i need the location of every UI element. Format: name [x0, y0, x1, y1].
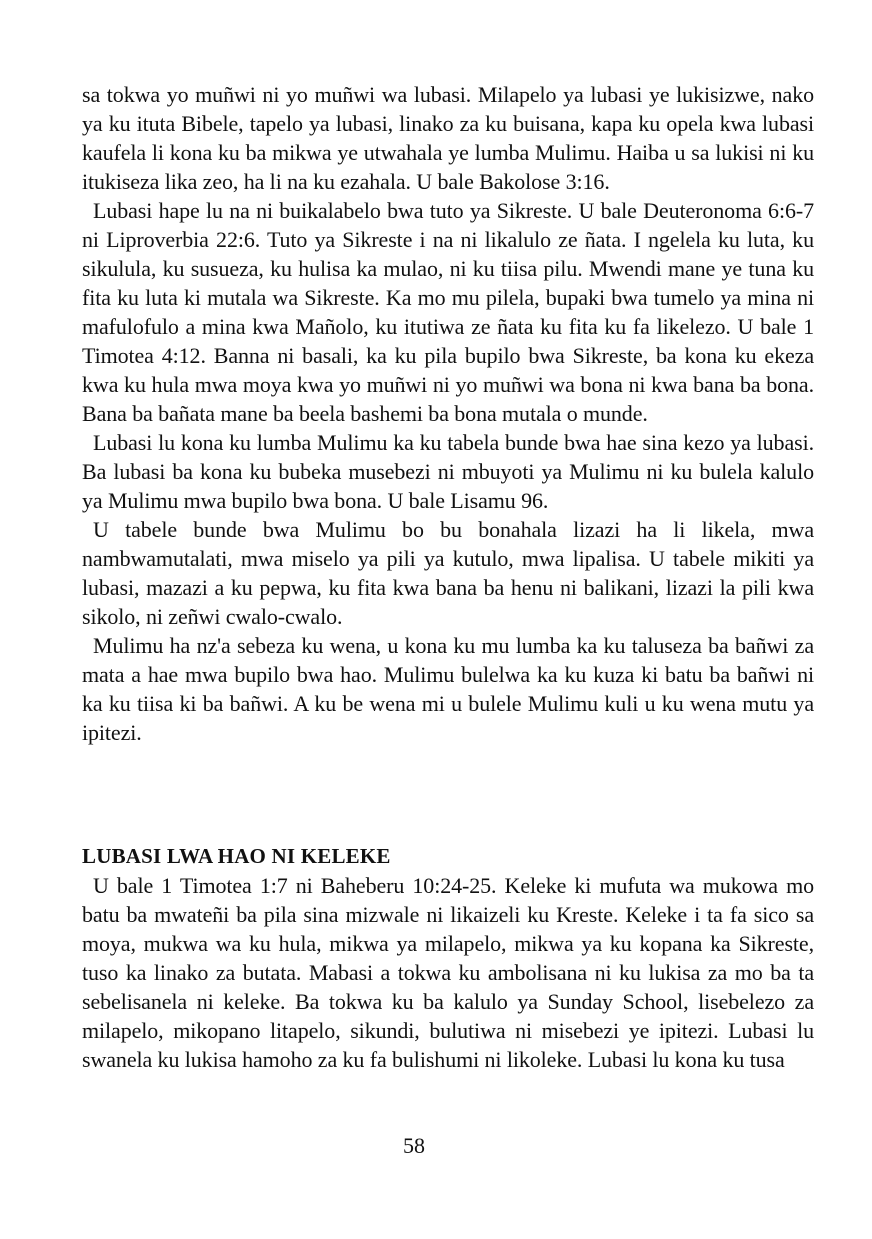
paragraph-tuto-ya-sikreste: Lubasi hape lu na ni buikalabelo bwa tuto ya Sikreste. U bale Deuteronoma 6:6-7 ni Liproverbia 22:6. Tuto ya Sikreste i na ni likalulo ze ñata. I ngelela ku luta, ku sikulula, ku susueza, ku hulisa ka mulao, ni ku tiisa pilu. Mwendi mane ye tuna ku fita ku luta ki mutala wa Sikreste. Ka mo mu pilela, bupaki bwa tumelo ya mina ni mafulofulo a mina kwa Mañolo, ku itutiwa ze ñata ku fita ku fa likelezo. U bale 1 Timotea 4:12. Banna ni basali, ka ku pila bupilo bwa Sikreste, ba kona ku ekeza kwa ku hula mwa moya kwa yo muñwi ni yo muñwi wa bona ni kwa bana ba bona. Bana ba bañata mane ba beela bashemi ba bona mutala o munde. — [82, 198, 814, 426]
section-heading: LUBASI LWA HAO NI KELEKE — [82, 844, 391, 868]
section-lubasi-ni-keleke — [82, 842, 814, 1074]
page-number: 58 — [403, 1133, 425, 1158]
paragraph-continued: sa tokwa yo muñwi ni yo muñwi wa lubasi. Milapelo ya lubasi ye lukisizwe, nako ya ku ituta Bibele, tapelo ya lubasi, linako za ku buisana, kapa ku opela kwa lubasi kaufela li kona ku ba mikwa ye utwahala ye lumba Mulimu. Haiba u sa lukisi ni ku itukiseza lika zeo, ha li na ku ezahala. U bale Bakolose 3:16. — [82, 82, 814, 194]
paragraph-bunde-bwa-mulimu: U tabele bunde bwa Mulimu bo bu bonahala lizazi ha li likela, mwa nambwamutalati, mwa miselo ya pili ya kutulo, mwa lipalisa. U tabele mikiti ya lubasi, mazazi a ku pepwa, ku fita kwa bana ba henu ni balikani, lizazi la pili kwa sikolo, ni zeñwi cwalo-cwalo. — [82, 517, 814, 629]
paragraph-ku-lumba-mulimu: Lubasi lu kona ku lumba Mulimu ka ku tabela bunde bwa hae sina kezo ya lubasi. Ba lubasi ba kona ku bubeka musebezi ni mbuyoti ya Mulimu ni ku bulela kalulo ya Mulimu mwa bupilo bwa bona. U bale Lisamu 96. — [82, 430, 814, 513]
paragraph-mulimu-sebeza: Mulimu ha nz'a sebeza ku wena, u kona ku mu lumba ka ku taluseza ba bañwi za mata a hae mwa bupilo bwa hao. Mulimu bulelwa ka ku kuza ki batu ba bañwi ni ka ku tiisa ki ba bañwi. A ku be wena mi u bulele Mulimu kuli u ku wena mutu ya ipitezi. — [82, 633, 814, 745]
paragraph-keleke: U bale 1 Timotea 1:7 ni Baheberu 10:24-25. Keleke ki mufuta wa mukowa mo batu ba mwateñi ba pila sina mizwale ni likaizeli ku Kreste. Keleke i ta fa sico sa moya, mukwa wa ku hula, mikwa ya milapelo, mikwa ya ku kopana ka Sikreste, tuso ka linako za butata. Mabasi a tokwa ku ambolisana ni ku lukisa za mo ba ta sebelisanela ni keleke. Ba tokwa ku ba kalulo ya Sunday School, lisebelezo za milapelo, mikopano litapelo, sikundi, bulutiwa ni misebezi ye ipitezi. Lubasi lu swanela ku lukisa hamoho za ku fa bulishumi ni likoleke. Lubasi lu kona ku tusa — [82, 873, 814, 1072]
body-text-top — [82, 80, 814, 747]
